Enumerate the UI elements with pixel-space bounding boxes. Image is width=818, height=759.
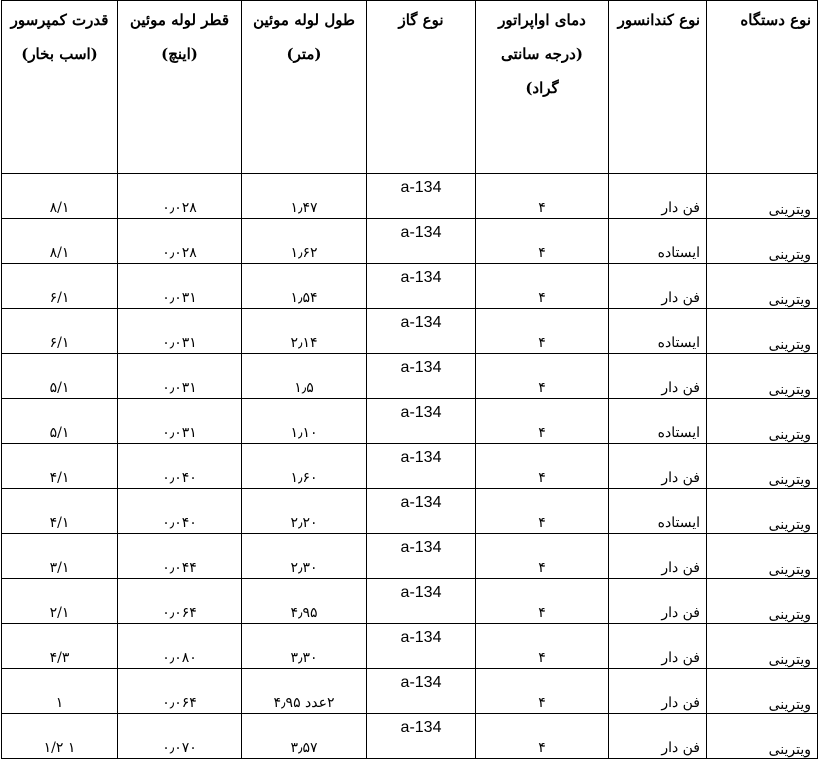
cell-capillary-diameter: ۰٫۰۳۱ — [118, 354, 242, 399]
cell-condenser-type: فن دار — [609, 669, 707, 714]
cell-evaporator-temp: ۴ — [476, 444, 609, 489]
cell-condenser-type: فن دار — [609, 579, 707, 624]
cell-gas-type: 134-a — [367, 624, 476, 669]
cell-capillary-length: ۳٫۳۰ — [242, 624, 367, 669]
cell-gas-type: 134-a — [367, 669, 476, 714]
table-row — [2, 444, 818, 489]
cell-capillary-diameter: ۰٫۰۳۱ — [118, 309, 242, 354]
cell-condenser-type: فن دار — [609, 354, 707, 399]
cell-evaporator-temp: ۴ — [476, 174, 609, 219]
cell-compressor-power: ۴/۱ — [2, 444, 118, 489]
table-row — [2, 534, 818, 579]
cell-capillary-diameter: ۰٫۰۶۴ — [118, 579, 242, 624]
cell-gas-type: 134-a — [367, 219, 476, 264]
header-gas-type: نوع گاز — [367, 1, 476, 174]
cell-capillary-length: ۱٫۴۷ — [242, 174, 367, 219]
cell-capillary-diameter: ۰٫۰۷۰ — [118, 714, 242, 759]
cell-compressor-power: ۱ — [2, 669, 118, 714]
cell-capillary-length: ۱٫۵۴ — [242, 264, 367, 309]
cell-capillary-diameter: ۰٫۰۴۰ — [118, 444, 242, 489]
cell-condenser-type: ایستاده — [609, 219, 707, 264]
table-row — [2, 489, 818, 534]
table-row — [2, 399, 818, 444]
cell-evaporator-temp: ۴ — [476, 309, 609, 354]
cell-capillary-length: ۱٫۶۰ — [242, 444, 367, 489]
table-row — [2, 714, 818, 759]
cell-gas-type: 134-a — [367, 354, 476, 399]
cell-capillary-length: ۱٫۶۲ — [242, 219, 367, 264]
cell-gas-type: 134-a — [367, 309, 476, 354]
cell-capillary-diameter: ۰٫۰۲۸ — [118, 174, 242, 219]
cell-condenser-type: فن دار — [609, 624, 707, 669]
header-capillary-length: طول لوله موئین (متر) — [242, 1, 367, 174]
cell-gas-type: 134-a — [367, 714, 476, 759]
cell-compressor-power: ۵/۱ — [2, 399, 118, 444]
cell-compressor-power: ۸/۱ — [2, 174, 118, 219]
cell-device-type: ویترینی — [707, 264, 818, 309]
table-row — [2, 354, 818, 399]
cell-capillary-diameter: ۰٫۰۸۰ — [118, 624, 242, 669]
cell-gas-type: 134-a — [367, 579, 476, 624]
cell-compressor-power: ۴/۱ — [2, 489, 118, 534]
cell-device-type: ویترینی — [707, 579, 818, 624]
table-row — [2, 309, 818, 354]
cell-evaporator-temp: ۴ — [476, 264, 609, 309]
cell-condenser-type: فن دار — [609, 714, 707, 759]
header-evaporator-temp: دمای اواپراتور (درجه سانتی گراد) — [476, 1, 609, 174]
table-row — [2, 669, 818, 714]
cell-device-type: ویترینی — [707, 219, 818, 264]
cell-capillary-diameter: ۰٫۰۲۸ — [118, 219, 242, 264]
cell-device-type: ویترینی — [707, 669, 818, 714]
header-row — [2, 1, 818, 174]
cell-gas-type: 134-a — [367, 264, 476, 309]
cell-device-type: ویترینی — [707, 714, 818, 759]
table-body — [2, 174, 818, 759]
cell-evaporator-temp: ۴ — [476, 489, 609, 534]
cell-gas-type: 134-a — [367, 399, 476, 444]
header-compressor-power: قدرت کمپرسور (اسب بخار) — [2, 1, 118, 174]
cell-condenser-type: ایستاده — [609, 489, 707, 534]
cell-evaporator-temp: ۴ — [476, 354, 609, 399]
cell-evaporator-temp: ۴ — [476, 579, 609, 624]
cell-capillary-diameter: ۰٫۰۶۴ — [118, 669, 242, 714]
table-row — [2, 579, 818, 624]
cell-device-type: ویترینی — [707, 624, 818, 669]
cell-capillary-length: ۲عدد ۴٫۹۵ — [242, 669, 367, 714]
cell-gas-type: 134-a — [367, 489, 476, 534]
cell-evaporator-temp: ۴ — [476, 534, 609, 579]
table-row — [2, 219, 818, 264]
cell-compressor-power: ۶/۱ — [2, 309, 118, 354]
cell-compressor-power: ۱ ۱/۲ — [2, 714, 118, 759]
cell-device-type: ویترینی — [707, 444, 818, 489]
table-row — [2, 174, 818, 219]
cell-capillary-diameter: ۰٫۰۳۱ — [118, 264, 242, 309]
cell-capillary-diameter: ۰٫۰۴۴ — [118, 534, 242, 579]
cell-capillary-length: ۴٫۹۵ — [242, 579, 367, 624]
header-capillary-diameter: قطر لوله موئین (اینچ) — [118, 1, 242, 174]
table-row — [2, 624, 818, 669]
cell-gas-type: 134-a — [367, 534, 476, 579]
cell-gas-type: 134-a — [367, 444, 476, 489]
cell-evaporator-temp: ۴ — [476, 714, 609, 759]
cell-capillary-length: ۳٫۵۷ — [242, 714, 367, 759]
cell-capillary-length: ۲٫۱۴ — [242, 309, 367, 354]
cell-capillary-diameter: ۰٫۰۴۰ — [118, 489, 242, 534]
cell-compressor-power: ۶/۱ — [2, 264, 118, 309]
cell-condenser-type: ایستاده — [609, 309, 707, 354]
cell-device-type: ویترینی — [707, 174, 818, 219]
cell-evaporator-temp: ۴ — [476, 669, 609, 714]
cell-condenser-type: ایستاده — [609, 399, 707, 444]
cell-capillary-length: ۲٫۲۰ — [242, 489, 367, 534]
cell-device-type: ویترینی — [707, 489, 818, 534]
cell-device-type: ویترینی — [707, 534, 818, 579]
cell-compressor-power: ۳/۱ — [2, 534, 118, 579]
cell-compressor-power: ۵/۱ — [2, 354, 118, 399]
header-device-type: نوع دستگاه — [707, 1, 818, 174]
cell-capillary-length: ۱٫۱۰ — [242, 399, 367, 444]
cell-evaporator-temp: ۴ — [476, 219, 609, 264]
cell-evaporator-temp: ۴ — [476, 624, 609, 669]
cell-capillary-diameter: ۰٫۰۳۱ — [118, 399, 242, 444]
cell-device-type: ویترینی — [707, 309, 818, 354]
cell-device-type: ویترینی — [707, 354, 818, 399]
cell-compressor-power: ۸/۱ — [2, 219, 118, 264]
cell-capillary-length: ۱٫۵ — [242, 354, 367, 399]
cell-condenser-type: فن دار — [609, 444, 707, 489]
cell-compressor-power: ۴/۳ — [2, 624, 118, 669]
table-header — [2, 1, 818, 174]
cell-capillary-length: ۲٫۳۰ — [242, 534, 367, 579]
cell-condenser-type: فن دار — [609, 534, 707, 579]
header-condenser-type: نوع کندانسور — [609, 1, 707, 174]
table-row — [2, 264, 818, 309]
cell-evaporator-temp: ۴ — [476, 399, 609, 444]
cell-condenser-type: فن دار — [609, 174, 707, 219]
cell-compressor-power: ۲/۱ — [2, 579, 118, 624]
capillary-spec-table — [1, 0, 818, 759]
cell-device-type: ویترینی — [707, 399, 818, 444]
cell-gas-type: 134-a — [367, 174, 476, 219]
cell-condenser-type: فن دار — [609, 264, 707, 309]
